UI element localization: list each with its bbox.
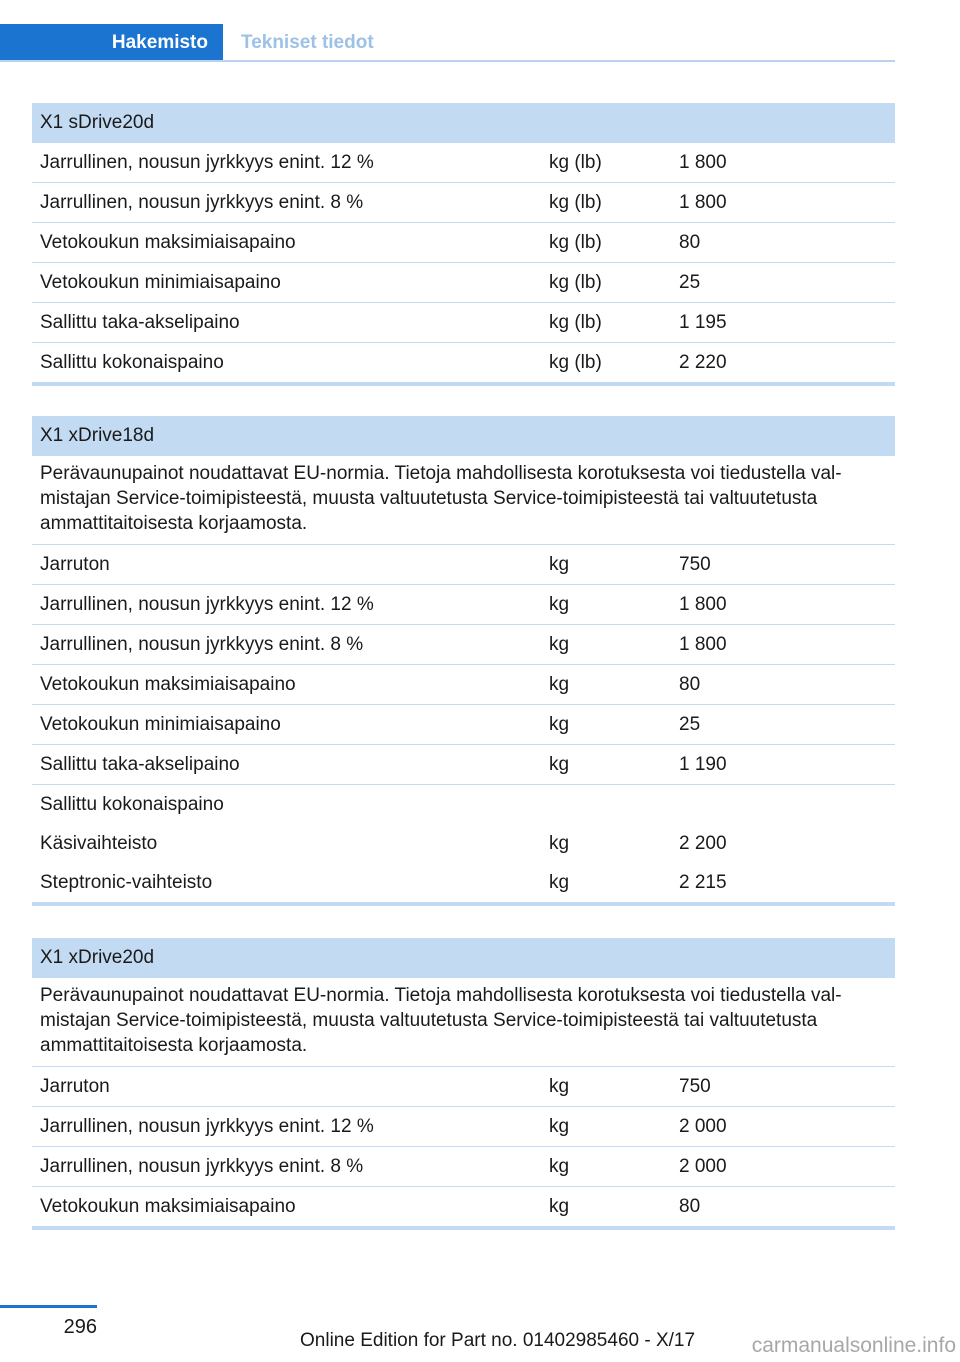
row-label: Vetokoukun minimiaisapaino bbox=[40, 713, 281, 735]
row-unit: kg bbox=[549, 633, 570, 655]
row-value: 750 bbox=[679, 553, 711, 575]
table-row bbox=[32, 665, 895, 705]
tab-hakemisto[interactable]: Hakemisto bbox=[0, 24, 223, 62]
row-unit: kg (lb) bbox=[549, 151, 602, 173]
table-row bbox=[32, 863, 895, 902]
row-unit: kg bbox=[549, 1075, 570, 1097]
table-row bbox=[32, 545, 895, 585]
row-label: Sallittu kokonaispaino bbox=[40, 793, 224, 815]
row-label: Sallittu taka-akselipaino bbox=[40, 311, 240, 333]
row-label: Jarrullinen, nousun jyrkkyys enint. 12 % bbox=[40, 1115, 374, 1137]
row-unit: kg (lb) bbox=[549, 311, 602, 333]
row-label: Käsivaihteisto bbox=[40, 832, 158, 854]
row-label: Jarrullinen, nousun jyrkkyys enint. 8 % bbox=[40, 191, 364, 213]
spec-table-xdrive20d bbox=[32, 938, 895, 1230]
table-row bbox=[32, 625, 895, 665]
table-end-rule bbox=[32, 902, 895, 906]
table-title: X1 xDrive18d bbox=[32, 416, 895, 456]
row-unit: kg bbox=[549, 1155, 570, 1177]
table-row bbox=[32, 824, 895, 863]
page-number: 296 bbox=[63, 1316, 97, 1338]
table-row bbox=[32, 585, 895, 625]
row-value: 2 000 bbox=[679, 1115, 727, 1137]
row-unit: kg (lb) bbox=[549, 191, 602, 213]
table-row bbox=[32, 1187, 895, 1226]
row-value: 2 000 bbox=[679, 1155, 727, 1177]
table-row bbox=[32, 183, 895, 223]
row-unit: kg bbox=[549, 553, 570, 575]
row-unit: kg bbox=[549, 1115, 570, 1137]
row-unit: kg bbox=[549, 1195, 570, 1217]
row-label: Vetokoukun minimiaisapaino bbox=[40, 271, 281, 293]
row-label: Vetokoukun maksimiaisapaino bbox=[40, 231, 296, 253]
table-end-rule bbox=[32, 382, 895, 386]
row-value: 80 bbox=[679, 231, 701, 253]
row-unit: kg bbox=[549, 871, 570, 893]
row-label: Sallittu kokonaispaino bbox=[40, 351, 224, 373]
row-unit: kg (lb) bbox=[549, 231, 602, 253]
row-value: 1 195 bbox=[679, 311, 727, 333]
row-label: Vetokoukun maksimiaisapaino bbox=[40, 1195, 296, 1217]
row-value: 1 800 bbox=[679, 191, 727, 213]
table-row bbox=[32, 303, 895, 343]
row-value: 2 220 bbox=[679, 351, 727, 373]
header-divider bbox=[0, 60, 895, 62]
table-row bbox=[32, 1107, 895, 1147]
edition-text: Online Edition for Part no. 01402985460 - X/17 bbox=[300, 1330, 696, 1351]
footer-rule bbox=[0, 1305, 97, 1308]
row-value: 1 800 bbox=[679, 633, 727, 655]
row-label: Jarruton bbox=[40, 553, 110, 575]
table-row bbox=[32, 263, 895, 303]
row-value: 1 190 bbox=[679, 753, 727, 775]
table-row bbox=[32, 143, 895, 183]
row-unit: kg bbox=[549, 753, 570, 775]
tab-tekniset-tiedot[interactable]: Tekniset tiedot bbox=[241, 32, 374, 53]
row-value: 2 215 bbox=[679, 871, 727, 893]
table-title: X1 sDrive20d bbox=[32, 103, 895, 143]
row-value: 80 bbox=[679, 1195, 701, 1217]
row-value: 80 bbox=[679, 673, 701, 695]
row-unit: kg (lb) bbox=[549, 351, 602, 373]
row-unit: kg (lb) bbox=[549, 271, 602, 293]
row-value: 1 800 bbox=[679, 151, 727, 173]
row-value: 1 800 bbox=[679, 593, 727, 615]
row-label: Jarruton bbox=[40, 1075, 110, 1097]
table-end-rule bbox=[32, 1226, 895, 1230]
row-label: Vetokoukun maksimiaisapaino bbox=[40, 673, 296, 695]
table-row bbox=[32, 785, 895, 824]
table-row bbox=[32, 343, 895, 382]
table-title: X1 xDrive20d bbox=[32, 938, 895, 978]
spec-table-sdrive20d bbox=[32, 103, 895, 386]
table-row bbox=[32, 223, 895, 263]
table-row bbox=[32, 705, 895, 745]
row-label: Jarrullinen, nousun jyrkkyys enint. 8 % bbox=[40, 1155, 364, 1177]
row-label: Sallittu taka-akselipaino bbox=[40, 753, 240, 775]
header-bar bbox=[0, 0, 895, 62]
row-label: Jarrullinen, nousun jyrkkyys enint. 12 % bbox=[40, 151, 374, 173]
row-value: 750 bbox=[679, 1075, 711, 1097]
table-row bbox=[32, 1147, 895, 1187]
watermark: carmanualsonline.info bbox=[751, 1334, 956, 1357]
row-label: Jarrullinen, nousun jyrkkyys enint. 8 % bbox=[40, 633, 364, 655]
table-row bbox=[32, 745, 895, 785]
table-note: Perävaunupainot noudattavat EU-normia. Tietoja mahdollisesta korotuksesta voi tiedustella val-mistajan Service-toimipisteestä, muusta valtuutetusta Service-toimipisteestä tai valtuutetusta ammattitaitoisesta korjaamosta. bbox=[32, 456, 895, 545]
row-unit: kg bbox=[549, 832, 570, 854]
row-value: 25 bbox=[679, 271, 701, 293]
spec-table-xdrive18d bbox=[32, 416, 895, 906]
row-label: Steptronic-vaihteisto bbox=[40, 871, 213, 893]
row-unit: kg bbox=[549, 673, 570, 695]
row-value: 25 bbox=[679, 713, 701, 735]
table-row bbox=[32, 1067, 895, 1107]
row-value: 2 200 bbox=[679, 832, 727, 854]
row-label: Jarrullinen, nousun jyrkkyys enint. 12 % bbox=[40, 593, 374, 615]
table-note: Perävaunupainot noudattavat EU-normia. Tietoja mahdollisesta korotuksesta voi tiedustella val-mistajan Service-toimipisteestä, muusta valtuutetusta Service-toimipisteestä tai valtuutetusta ammattitaitoisesta korjaamosta. bbox=[32, 978, 895, 1067]
row-unit: kg bbox=[549, 593, 570, 615]
row-unit: kg bbox=[549, 713, 570, 735]
